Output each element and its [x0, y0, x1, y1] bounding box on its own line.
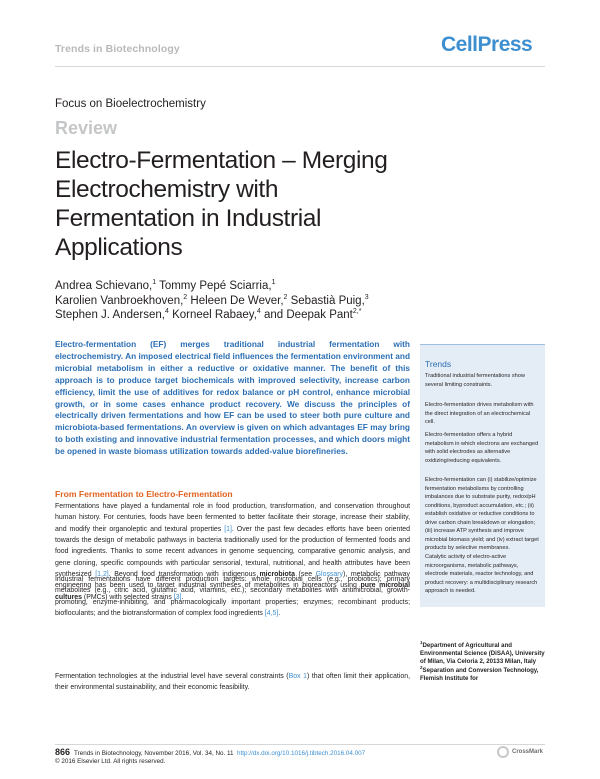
series-label: Focus on Bioelectrochemistry	[55, 98, 206, 110]
author-list	[55, 279, 415, 323]
p2-text-a: Industrial fermentations have different production targets: whole microbial cells (e.g., probiotics); primary metabolites (e.g., citric acid, glutamic acid, vitamins, etc.); secondary metabolites with antimicrobial, growth-promoting, enzyme-inhibiting, and pharmacologically important properties; enzymes; recombinant products; biofloculants; and the biotransformation of complex food ingredients	[55, 576, 410, 618]
affiliation-1: Department of Agricultural and Environmental Science (DiSAA), University of Milan, Via Celoria 2, 20133 Milan, Italy	[420, 642, 545, 666]
author-8[interactable]: and Deepak Pant	[260, 309, 353, 321]
author-6-affil: 4	[164, 308, 169, 316]
article-title: Electro-Fermentation – Merging Electrochemistry with Fermentation in Industrial Applications	[55, 147, 388, 261]
header-rule	[55, 66, 545, 67]
affiliations	[420, 639, 545, 683]
trend-item: Electro-fermentation offers a hybrid metabolism in which electrons are exchanged with solid electrodes as alternative oxidizing/reducing equivalents.	[425, 432, 539, 464]
publisher-logo-press: Press	[477, 33, 533, 56]
article-type: Review	[55, 118, 118, 138]
ref-link-1-2[interactable]: [1,2]	[95, 571, 109, 579]
copyright: © 2016 Elsevier Ltd. All rights reserved.	[55, 758, 166, 765]
author-2[interactable]: Tommy Pepé Sciarria,	[156, 280, 272, 292]
box-1-link[interactable]: Box 1	[288, 673, 307, 680]
crossmark-label[interactable]: CrossMark	[512, 749, 544, 755]
page-number: 866	[55, 747, 71, 757]
p3-text-b: ) that often limit their application, their environmental sustainability, and their economic feasibility.	[55, 673, 410, 692]
p2-text-b: .	[278, 610, 281, 618]
ref-link-3[interactable]: [3]	[173, 593, 182, 601]
body-paragraph-2	[55, 574, 410, 619]
footer-citation	[55, 747, 365, 757]
author-3-affil: 2	[183, 293, 188, 301]
p1-text-g: .	[181, 593, 184, 601]
author-7[interactable]: Korneel Rabaey,	[168, 309, 257, 321]
glossary-term-microbiota: microbiota	[259, 571, 295, 579]
p1-text-b: . Over the past few decades efforts have been oriented towards the design of metabolic pathways in bacteria traditionally used for the production of fermented foods and food ingredients. Thanks to some recent advances in genome sequencing, comparative genomic analysis, and gene cloning, specific compounds with particular sensorial, textural, nutritional, and health attributes have been synthesized	[55, 525, 411, 579]
author-1[interactable]: Andrea Schievano,	[55, 280, 153, 292]
author-5[interactable]: Sebastià Puig,	[287, 294, 365, 307]
body-paragraph-3	[55, 671, 410, 694]
abstract: Electro-fermentation (EF) merges traditional industrial fermentation with electrochemistry. An imposed electrical field influences the fermentation environment and microbial metabolism in either a reductive or oxidative manner. The benefit of this approach is to produce target biochemicals with improved selectivity, increase carbon efficiency, limit the use of additives for redox balance or pH control, enhance microbial growth, or in some cases enhance product recovery. We discuss the principles of electrically driven fermentations and how EF can be used to steer both pure culture and microbiota-based fermentations. An overview is given on which advantages EF may bring to both existing and innovative industrial fermentation processes, and which doors might be opened in waste biomass utilization towards added-value biorefineries.	[55, 339, 411, 457]
author-6[interactable]: Stephen J. Andersen,	[55, 309, 165, 321]
crossmark-icon[interactable]	[497, 746, 509, 758]
footer-rule	[55, 744, 545, 745]
p1-text-d: (see	[294, 571, 316, 579]
trend-item: Electro-fermentation can (i) stabilize/optimize fermentation metabolisms by controlling imbalances due to substrate purity, redox/pH conditions, byproduct accumulation, etc.; (ii) establish oxidative or reductive conditions to drive carbon chain breakdown or elongation; (iii) increase ATP synthesis and improve microbial biomass yield; and (iv) extract target products by selective membranes.	[425, 477, 539, 551]
trend-item: Electro-fermentation drives metabolism with the direct integration of an electrochemical cell.	[425, 402, 534, 425]
author-5-affil: 3	[364, 293, 369, 301]
journal-name: Trends in Biotechnology	[55, 43, 180, 55]
affil-2-sup: 2	[420, 664, 423, 670]
trend-item: Traditional industrial fermentations show several limiting constraints.	[425, 373, 525, 388]
trends-title: Trends	[425, 359, 452, 369]
author-1-affil: 1	[152, 279, 157, 287]
doi-link[interactable]: http://dx.doi.org/10.1016/j.tibtech.2016.04.007	[237, 750, 366, 757]
ref-link-4-5[interactable]: [4,5]	[264, 610, 279, 618]
p1-text-e: ), metabolic pathway engineering has been used to target industrial syntheses of metabolites in bioreactors using	[55, 571, 410, 590]
citation-text: Trends in Biotechnology, November 2016, Vol. 34, No. 11	[74, 750, 234, 757]
author-2-affil: 1	[271, 279, 276, 287]
p1-text-f: (PMCs) with selected strains	[82, 593, 174, 601]
author-8-affil: 2,*	[352, 308, 362, 316]
ref-link-1[interactable]: [1]	[224, 525, 232, 533]
p1-text-a: Fermentations have played a fundamental role in food production, transformation, and conservation throughout human history. For centuries, foods have been fermented to better facilitate their storage, increase their stability, and modify their organoleptic and textural properties	[55, 503, 410, 533]
section-heading: From Fermentation to Electro-Fermentation	[55, 489, 233, 499]
p3-text-a: Fermentation technologies at the industrial level have several constraints (	[55, 673, 289, 680]
publisher-logo-cell: Cell	[441, 33, 478, 56]
publisher-logo	[441, 33, 532, 57]
author-7-affil: 4	[256, 308, 261, 316]
affil-1-sup: 1	[420, 639, 423, 645]
glossary-term-pmc: pure microbial cultures	[55, 582, 410, 601]
author-4-affil: 2	[283, 293, 288, 301]
affiliation-2: Separation and Conversion Technology, Flemish Institute for	[420, 666, 539, 682]
trend-item: Catalytic activity of electro-active microorganisms, metabolic pathways, electrode materials, reactor technology, and product recovery: a multidisciplinary research approach is needed.	[425, 554, 538, 594]
glossary-link[interactable]: Glossary	[315, 571, 344, 579]
author-3[interactable]: Karolien Vanbroekhoven,	[55, 294, 184, 307]
p1-text-c: . Beyond food transformation with indigenous	[108, 571, 260, 579]
author-4[interactable]: Heleen De Wever,	[187, 294, 284, 307]
